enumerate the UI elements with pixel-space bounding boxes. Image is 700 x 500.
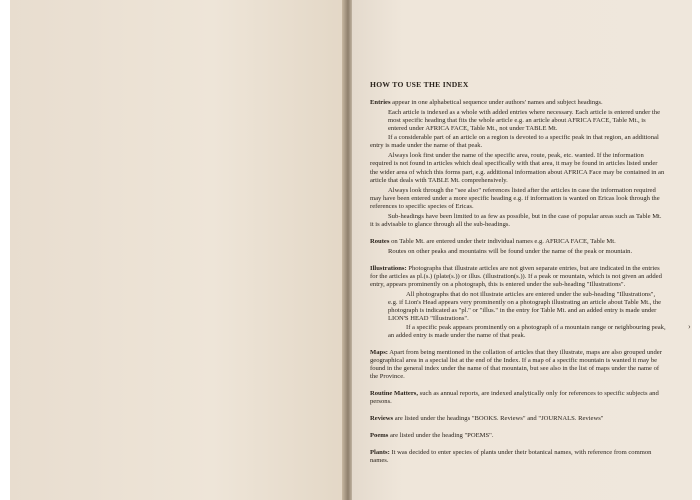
entries-text-1b: Each article is indexed as a whole with added entries where necessary. Each article is entered under the most specific heading that fits the whole article e.g. an article about AFRICA FACE, Table Mt., is entered under AFRICA FACE, Table Mt., not under TABLE Mt. bbox=[388, 109, 660, 133]
poems-lead: Poems bbox=[370, 432, 389, 440]
plants-lead: Plants: bbox=[370, 449, 390, 457]
margin-mark: › bbox=[688, 322, 691, 331]
index-instructions bbox=[370, 80, 666, 474]
entries-text-5: Sub-headings have been limited to as few as possible, but in the case of popular areas such as Table Mt. it is advisable to glance through all the sub-headings. bbox=[370, 212, 662, 228]
illustrations-text-2: All photographs that do not illustrate articles are entered under the sub-heading "Illustrations", e.g. if Lion's Head appears very prominently on a photograph illustrating an article about Table Mt., the photograph is indicated as "pl." or "illus." in the entry for Table Mt. and an added entry is made under LION'S HEAD "Illustrations". bbox=[388, 290, 662, 322]
section-poems bbox=[370, 432, 666, 440]
entries-text-2: If a considerable part of an article on a region is devoted to a specific peak in that region, an additional entry is made under the name of that peak. bbox=[370, 134, 659, 150]
left-page bbox=[10, 0, 348, 500]
section-routine bbox=[370, 390, 666, 406]
routine-lead: Routine Matters, bbox=[370, 390, 418, 398]
reviews-text-1: are listed under the headings "BOOKS. Reviews" and "JOURNALS. Reviews" bbox=[394, 415, 604, 423]
plants-text-1: It was decided to enter species of plants under their botanical names, with reference from common names. bbox=[370, 449, 652, 465]
illustrations-text-1: Photographs that illustrate articles are not given separate entries, but are indicated in the entries for the articles as pl.(s.) (plate(s.)) or illus. (illustration(s.)). If a peak or mountain, which is not given an added entry, appears prominently on a photograph, this is entered under the sub-heading "Illustrations". bbox=[370, 264, 662, 288]
section-reviews bbox=[370, 415, 666, 423]
maps-lead: Maps: bbox=[370, 349, 388, 357]
routes-lead: Routes bbox=[370, 237, 390, 245]
illustrations-lead: Illustrations: bbox=[370, 264, 407, 272]
section-routes bbox=[370, 238, 666, 256]
routes-text-2: Routes on other peaks and mountains will be found under the name of the peak or mountain. bbox=[388, 247, 633, 255]
entries-text-1: appear in one alphabetical sequence under authors' names and subject headings. bbox=[392, 99, 603, 107]
page-title: HOW TO USE THE INDEX bbox=[370, 80, 469, 89]
entries-lead: Entries bbox=[370, 99, 391, 107]
routes-text-1: on Table Mt. are entered under their individual names e.g. AFRICA FACE, Table Mt. bbox=[391, 237, 616, 245]
maps-text-1: Apart from being mentioned in the collation of articles that they illustrate, maps are also grouped under geographical area in a special list at the end of the Index. If a map of a specific mountain is wanted it may be found in the general index under the name of that mountain, but see also in the list of maps under the name of the Province. bbox=[370, 349, 662, 381]
entries-text-3: Always look first under the name of the specific area, route, peak, etc. wanted. If the information required is not found in articles which deal specifically with that area, it may be found in articles listed under the wider area of which this forms part, e.g. additional information about AFRICA Face may be contained in an article that deals with TABLE Mt. comprehensively. bbox=[370, 152, 665, 184]
section-maps bbox=[370, 349, 666, 381]
section-plants bbox=[370, 449, 666, 465]
poems-text-1: are listed under the heading "POEMS". bbox=[389, 432, 494, 440]
section-illustrations bbox=[370, 265, 666, 340]
routine-text-1: such as annual reports, are indexed analytically only for references to specific subjects and persons. bbox=[370, 390, 659, 406]
section-entries bbox=[370, 99, 666, 228]
illustrations-text-3: If a specific peak appears prominently on a photograph of a mountain range or neighbouring peak, an added entry is made under the name of that peak. bbox=[388, 324, 666, 340]
reviews-lead: Reviews bbox=[370, 415, 394, 423]
entries-text-4: Always look through the "see also" references listed after the articles in case the information required may have been entered under a more specific heading e.g. if information is wanted on Ericas look through the references to specific species of Ericas. bbox=[370, 186, 660, 210]
